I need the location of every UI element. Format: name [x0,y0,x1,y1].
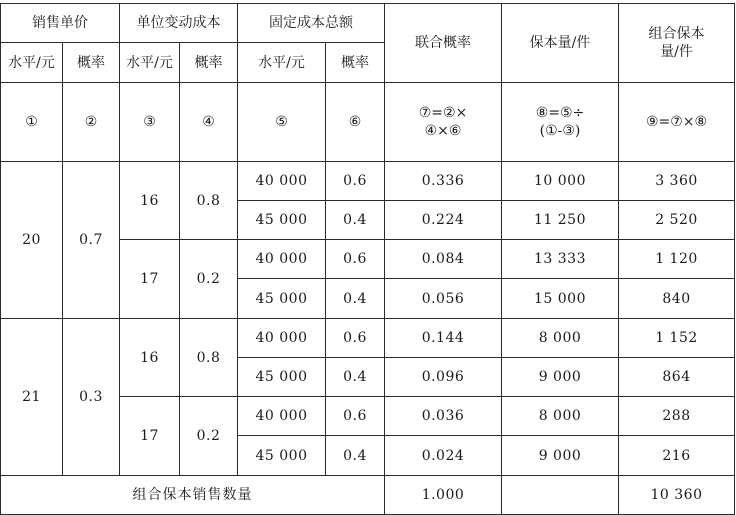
fixed-prob-cell: 0.6 [326,319,385,358]
breakeven-cell: 8 000 [502,397,619,436]
formula-8 [502,83,619,162]
subheader-price-level: 水平/元 [1,43,63,83]
price-level-cell: 20 [1,162,63,319]
combined-cell: 2 520 [619,201,735,240]
combined-cell: 216 [619,436,735,476]
fixed-prob-cell: 0.6 [326,162,385,201]
cost-prob-cell: 0.2 [180,240,238,319]
subheader-price-prob: 概率 [63,43,120,83]
subheader-cost-level: 水平/元 [120,43,180,83]
fixed-level-cell: 45 000 [238,201,326,240]
joint-prob-cell: 0.056 [385,279,502,319]
fixed-prob-cell: 0.4 [326,279,385,319]
breakeven-cell: 11 250 [502,201,619,240]
header-fixed-cost-total: 固定成本总额 [238,4,385,43]
combined-cell: 864 [619,358,735,397]
index-3: ③ [120,83,180,162]
header-combined-breakeven-line1: 组合保本 [648,26,705,42]
total-breakeven [502,476,619,515]
index-row [1,83,735,162]
combined-cell: 1 152 [619,319,735,358]
header-unit-variable-cost: 单位变动成本 [120,4,238,43]
formula-8-line1: ⑧=⑤÷ [535,105,585,121]
header-row-1 [1,4,735,43]
total-joint-prob: 1.000 [385,476,502,515]
fixed-level-cell: 45 000 [238,436,326,476]
cost-level-cell: 17 [120,240,180,319]
cost-level-cell: 17 [120,397,180,476]
cost-level-cell: 16 [120,319,180,397]
price-level-cell: 21 [1,319,63,476]
index-2: ② [63,83,120,162]
fixed-prob-cell: 0.4 [326,201,385,240]
breakeven-cell: 9 000 [502,358,619,397]
total-label: 组合保本销售数量 [1,476,385,515]
header-combined-breakeven-line2: 量/件 [660,44,693,60]
subheader-fixed-prob: 概率 [326,43,385,83]
breakeven-cell: 8 000 [502,319,619,358]
formula-9: ⑨=⑦×⑧ [619,83,735,162]
index-5: ⑤ [238,83,326,162]
fixed-prob-cell: 0.6 [326,240,385,279]
header-breakeven-quantity: 保本量/件 [502,4,619,83]
formula-7 [385,83,502,162]
header-sale-price: 销售单价 [1,4,120,43]
fixed-level-cell: 45 000 [238,279,326,319]
combined-cell: 1 120 [619,240,735,279]
formula-8-line2: (①-③) [539,123,581,139]
breakeven-table [0,3,735,515]
joint-prob-cell: 0.096 [385,358,502,397]
cost-level-cell: 16 [120,162,180,240]
breakeven-cell: 10 000 [502,162,619,201]
joint-prob-cell: 0.336 [385,162,502,201]
header-joint-probability: 联合概率 [385,4,502,83]
combined-cell: 288 [619,397,735,436]
fixed-prob-cell: 0.4 [326,358,385,397]
joint-prob-cell: 0.036 [385,397,502,436]
formula-7-line2: ④×⑥ [424,123,462,139]
fixed-level-cell: 40 000 [238,397,326,436]
fixed-level-cell: 40 000 [238,162,326,201]
fixed-level-cell: 40 000 [238,240,326,279]
index-4: ④ [180,83,238,162]
fixed-level-cell: 40 000 [238,319,326,358]
total-combined: 10 360 [619,476,735,515]
subheader-cost-prob: 概率 [180,43,238,83]
cost-prob-cell: 0.2 [180,397,238,476]
price-prob-cell: 0.7 [63,162,120,319]
breakeven-cell: 9 000 [502,436,619,476]
combined-cell: 840 [619,279,735,319]
cost-prob-cell: 0.8 [180,319,238,397]
total-row [1,476,735,515]
index-6: ⑥ [326,83,385,162]
formula-7-line1: ⑦=②× [418,105,468,121]
subheader-fixed-level: 水平/元 [238,43,326,83]
price-prob-cell: 0.3 [63,319,120,476]
index-1: ① [1,83,63,162]
combined-cell: 3 360 [619,162,735,201]
breakeven-cell: 15 000 [502,279,619,319]
cost-prob-cell: 0.8 [180,162,238,240]
header-combined-breakeven [619,4,735,83]
joint-prob-cell: 0.144 [385,319,502,358]
joint-prob-cell: 0.084 [385,240,502,279]
breakeven-cell: 13 333 [502,240,619,279]
fixed-prob-cell: 0.4 [326,436,385,476]
table-row [1,319,735,358]
joint-prob-cell: 0.024 [385,436,502,476]
fixed-prob-cell: 0.6 [326,397,385,436]
fixed-level-cell: 45 000 [238,358,326,397]
joint-prob-cell: 0.224 [385,201,502,240]
table-row [1,162,735,201]
